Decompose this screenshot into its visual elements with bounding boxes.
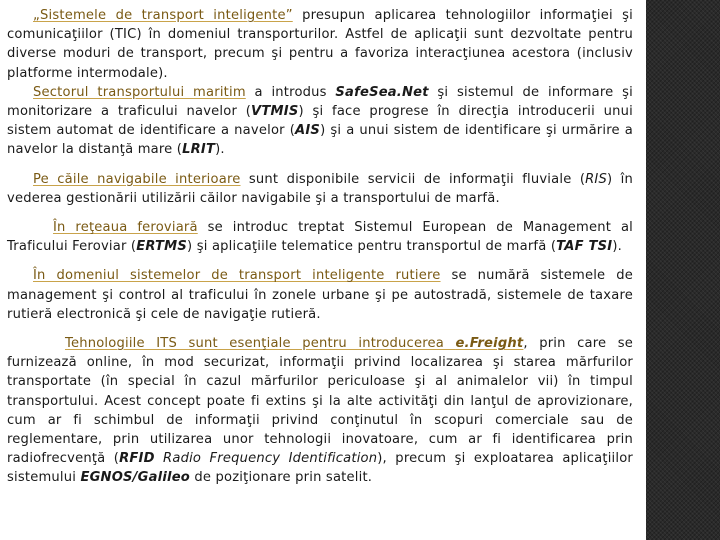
term-rfid: RFID — [119, 451, 155, 467]
text: , prin care se furnizează online, în mod securizat, informaţii privind localizarea şi starea mărfurilor transportate (în special în cazul mărfurilor periculoase şi al animalelor vii) în timpul transportului. Acest concept poate fi extins şi la alte activităţi din lanţul de aprovizionare, cum ar fi schimbul de informaţii privind conţinutul în scopuri comerciale sau de reglementare, prin utilizarea unor tehnologii inovatoare, cum ar fi identificarea prin radiofrecvenţă ( — [7, 336, 633, 467]
term-egnos-galileo: EGNOS/Galileo — [80, 470, 190, 486]
term-vtmis: VTMIS — [251, 104, 299, 120]
term-ris: RIS — [585, 171, 607, 187]
term-safeseanet: SafeSea.Net — [335, 84, 429, 100]
term-lrit: LRIT — [182, 142, 216, 158]
text: şi sistemul de informare şi monitorizare a traficului navelor ( — [7, 84, 634, 120]
paragraph-rail — [7, 218, 633, 256]
text: ). — [215, 142, 225, 158]
text: se introduc treptat Sistemul European de Management al Traficului Feroviar ( — [7, 220, 634, 255]
text: ) şi aplicaţiile telematice pentru transportul de marfă ( — [187, 239, 557, 255]
text: ). — [612, 239, 622, 255]
term-taf-tsi: TAF TSI — [556, 239, 613, 255]
paragraph-its-intro — [7, 6, 633, 83]
decorative-side-bar — [646, 0, 720, 540]
paragraph-efreight — [7, 334, 633, 488]
heading-rail: În reţeaua feroviară — [53, 220, 198, 236]
paragraph-inland — [7, 170, 633, 208]
text: ), precum şi exploatarea aplicaţiilor sistemului — [7, 451, 633, 486]
term-ais: AIS — [295, 123, 321, 139]
document-body — [7, 6, 633, 488]
text: se numără sistemele de management şi control al traficului în zonele urbane şi pe autostradă, sistemele de taxare rutieră electronică şi cele de navigaţie rutieră. — [7, 268, 633, 322]
text: de poziţionare prin satelit. — [190, 470, 373, 486]
heading-inland: Pe căile navigabile interioare — [33, 171, 241, 187]
heading-efreight: Tehnologiile ITS sunt esenţiale pentru introducerea — [65, 336, 456, 352]
heading-maritime: Sectorul transportului maritim — [33, 84, 246, 100]
text: sunt disponibile servicii de informaţii fluviale ( — [240, 171, 586, 187]
text: a introdus — [245, 84, 336, 100]
paragraph-maritime — [7, 83, 633, 160]
text: ) în vederea gestionării utilizării căilor navigabile şi a transportului de marfă. — [7, 171, 633, 206]
text: ) şi face progrese în direcţia introducerii unui sistem automat de identificare a navelor ( — [7, 104, 633, 139]
heading-road: În domeniul sistemelor de transport inteligente rutiere — [33, 268, 441, 284]
paragraph-road — [7, 266, 633, 324]
heading-its: „Sistemele de transport inteligente” — [33, 8, 293, 23]
term-efreight: e.Freight — [455, 336, 524, 352]
text: ) şi a unui sistem de identificare şi urmărire a navelor la distanţă mare ( — [7, 123, 633, 158]
text: presupun aplicarea tehnologiilor informaţiei şi comunicaţiilor (TIC) în domeniul transporturilor. Astfel de aplicaţii sunt dezvoltate pentru diverse moduri de transport, precum şi pentru a favoriza interacţiunea acestora (inclusiv platforme intermodale). — [7, 8, 633, 81]
term-rfid-expansion: Radio Frequency Identification — [154, 451, 378, 467]
term-ertms: ERTMS — [136, 239, 188, 255]
